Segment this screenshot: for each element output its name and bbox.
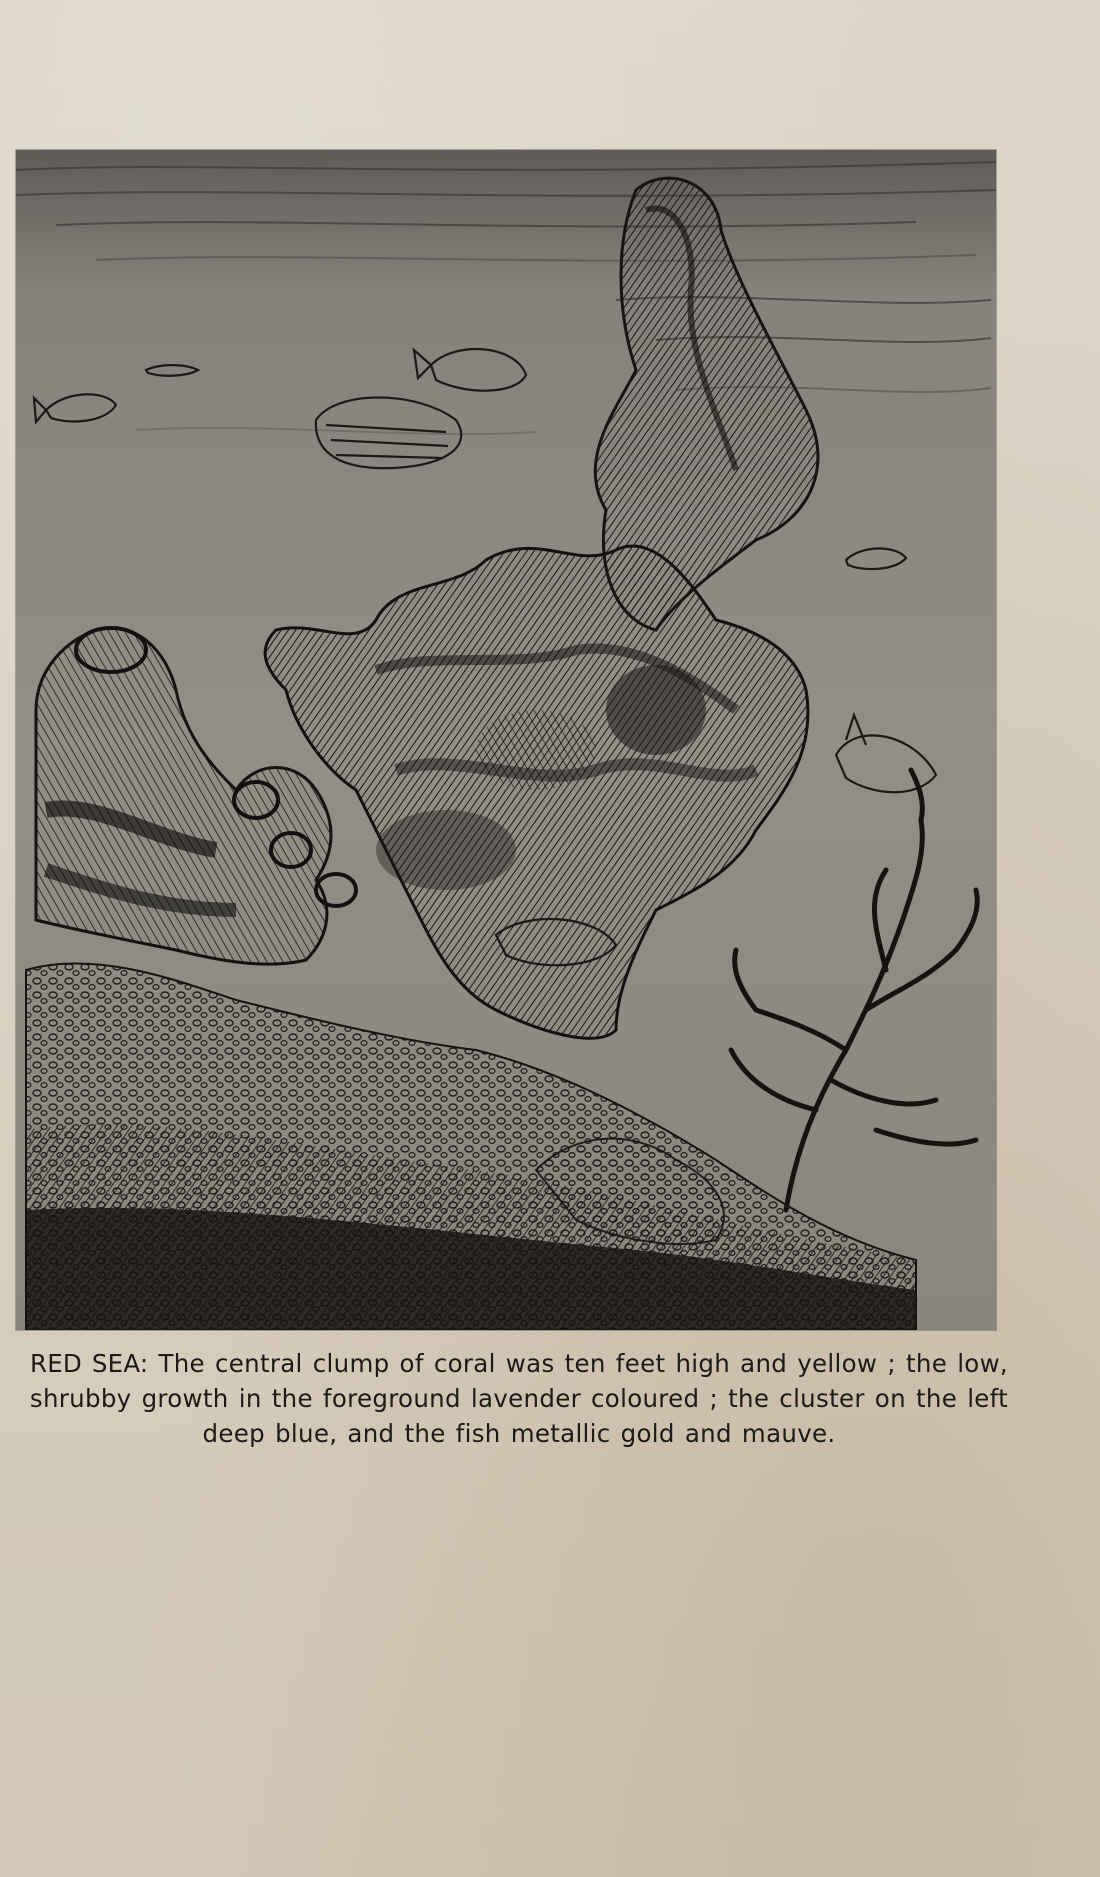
caption-lead: RED SEA: [29,1349,149,1378]
red-sea-coral-illustration [16,150,996,1330]
coral-drawing [16,150,996,1330]
caption-text: The central clump of coral was ten feet high and yellow ; the low, shrubby growth in the foreground lavender coloured ; the cluster on the left deep blue, and the fish metallic gold and mauve. [29,1349,1009,1448]
figure-caption [24,1346,1014,1451]
